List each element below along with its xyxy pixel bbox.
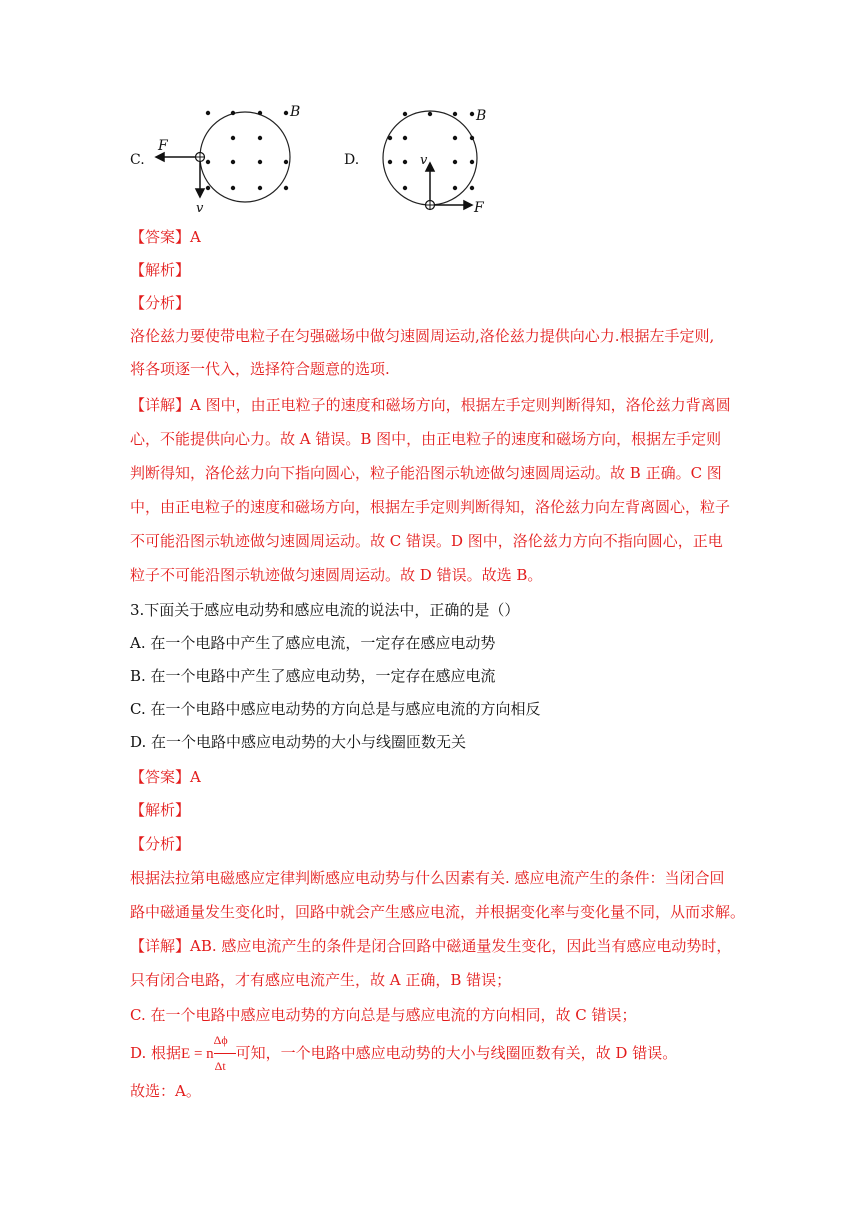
q3-detail-line: C. 在一个电路中感应电动势的方向总是与感应电流的方向相同，故 C 错误；: [130, 1006, 637, 1024]
force-arrow: [156, 153, 195, 161]
velocity-label-v: v: [420, 153, 428, 168]
circular-orbit: [200, 112, 290, 202]
q2-analysis-line: 洛伦兹力要使带电粒子在匀强磁场中做匀速圆周运动,洛伦兹力提供向心力.根据左手定则,: [130, 327, 715, 345]
q3-option-a: A. 在一个电路中产生了感应电流，一定存在感应电动势: [130, 634, 496, 652]
force-label-f: F: [158, 138, 168, 154]
q3-analysis-line: 路中磁通量发生变化时，回路中就会产生感应电流，并根据变化率与变化量不同，从而求解。: [130, 903, 746, 921]
q2-fenxi-heading: 【分析】: [130, 294, 191, 312]
q3-detail-line: 【详解】AB. 感应电流产生的条件是闭合回路中磁通量发生变化，因此当有感应电动势时，: [130, 937, 732, 955]
velocity-label-v: v: [196, 201, 204, 216]
q3-detail-line: 故选：A。: [130, 1082, 201, 1100]
particle-symbol: [196, 153, 205, 162]
figure-c-label: C.: [130, 152, 145, 168]
force-arrow: [435, 201, 472, 209]
q3-detail-line: 只有闭合电路，才有感应电流产生，故 A 正确，B 错误；: [130, 971, 512, 989]
figure-c-diagram: [150, 100, 310, 218]
q2-detail-line: 中，由正电粒子的速度和磁场方向，根据左手定则判断得知，洛伦兹力向左背离圆心，粒子: [130, 498, 731, 516]
q3-analysis-line: 根据法拉第电磁感应定律判断感应电动势与什么因素有关. 感应电流产生的条件：当闭合回: [130, 869, 725, 887]
q2-detail-line: 心，不能提供向心力。故 A 错误。B 图中，由正电粒子的速度和磁场方向，根据左手定则: [130, 430, 722, 448]
q2-detail-line: 不可能沿图示轨迹做匀速圆周运动。故 C 错误。D 图中，洛伦兹力方向不指向圆心，正电: [130, 532, 723, 550]
q2-detail-line: 判断得知，洛伦兹力向下指向圆心，粒子能沿图示轨迹做匀速圆周运动。故 B 正确。C 图: [130, 464, 722, 482]
field-label-b: B: [476, 108, 487, 124]
q2-jiexi-heading: 【解析】: [130, 261, 191, 279]
q3-jiexi-heading: 【解析】: [130, 801, 191, 819]
formula-denominator: Δt: [214, 1059, 226, 1073]
formula-numerator: Δϕ: [213, 1033, 228, 1047]
q3-answer: 【答案】A: [130, 768, 201, 786]
q2-detail-line: 【详解】A 图中，由正电粒子的速度和磁场方向，根据左手定则判断得知，洛伦兹力背离圆: [130, 396, 731, 414]
q3-stem: 3.下面关于感应电动势和感应电流的说法中，正确的是（）: [130, 601, 520, 619]
q3-fenxi-heading: 【分析】: [130, 835, 191, 853]
force-label-f: F: [474, 200, 484, 216]
velocity-arrow: [426, 163, 434, 200]
formula-suffix: 可知，一个电路中感应电动势的大小与线圈匝数有关，故 D 错误。: [235, 1044, 678, 1062]
velocity-arrow: [196, 162, 204, 197]
q3-option-d: D. 在一个电路中感应电动势的大小与线圈匝数无关: [130, 733, 467, 751]
particle-symbol: [426, 201, 435, 210]
q2-answer: 【答案】A: [130, 228, 201, 246]
figure-d-diagram: [372, 100, 502, 218]
magnetic-field-dots: [206, 111, 288, 190]
formula-bar: [214, 1053, 236, 1054]
formula-lhs: E = n: [181, 1046, 214, 1062]
figure-d-label: D.: [344, 152, 360, 168]
q3-option-c: C. 在一个电路中感应电动势的方向总是与感应电流的方向相反: [130, 700, 541, 718]
field-label-b: B: [290, 104, 301, 120]
q3-option-b: B. 在一个电路中产生了感应电动势，一定存在感应电流: [130, 667, 496, 685]
formula-prefix: D. 根据: [130, 1044, 182, 1062]
q2-analysis-line: 将各项逐一代入，选择符合题意的选项.: [130, 360, 390, 378]
q2-detail-line: 粒子不可能沿图示轨迹做匀速圆周运动。故 D 错误。故选 B。: [130, 566, 543, 584]
